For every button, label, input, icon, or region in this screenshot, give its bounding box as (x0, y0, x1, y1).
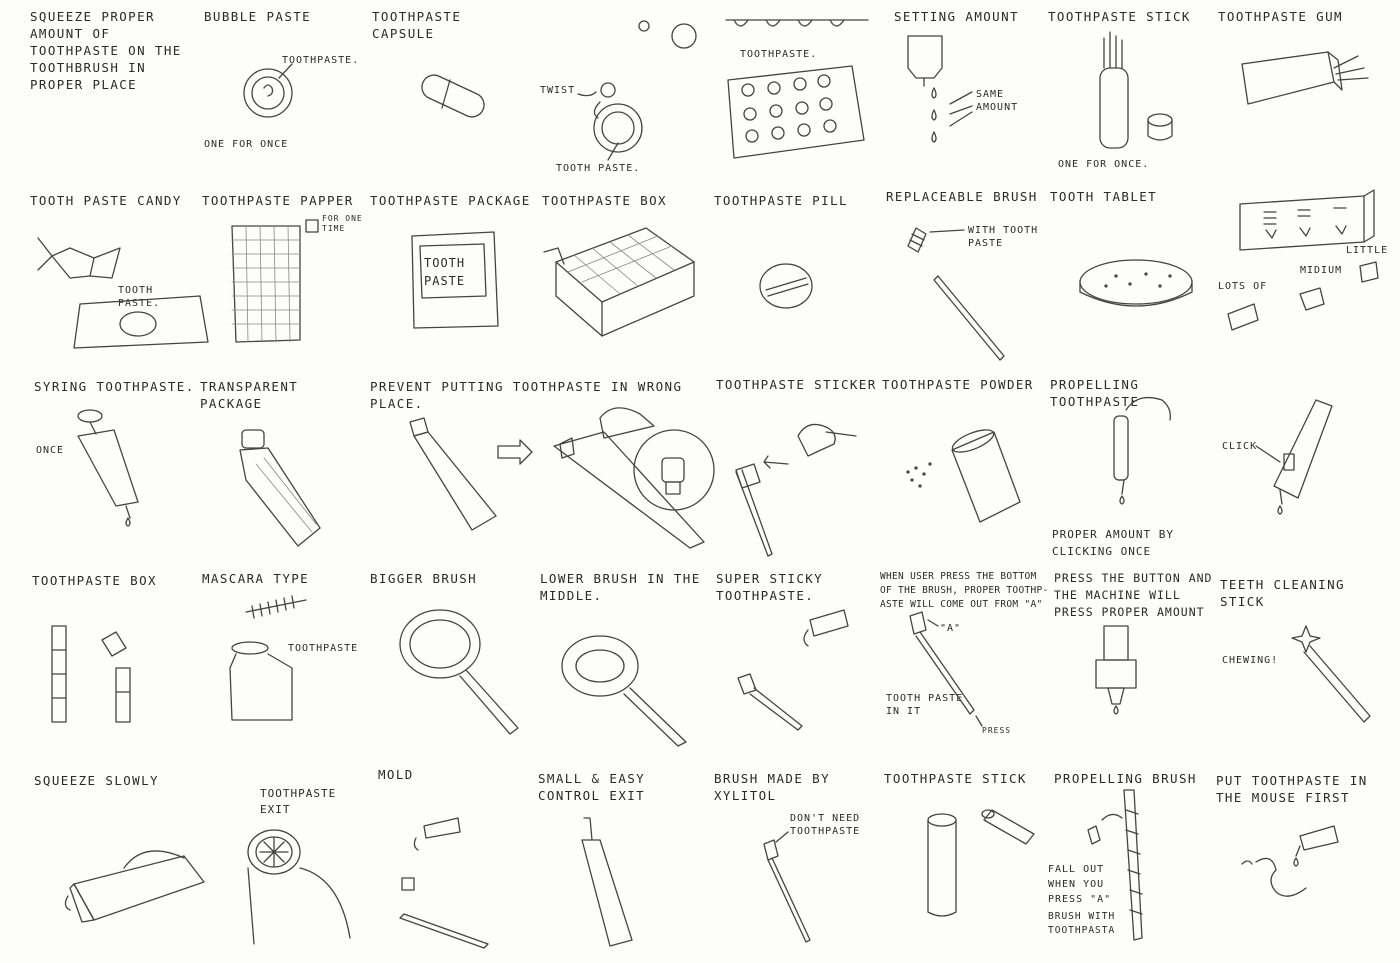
capsule-sketch (372, 8, 542, 193)
idea-title: TRANSPARENT PACKAGE (200, 379, 299, 411)
note-label: CLICK (1222, 441, 1258, 452)
idea-title: TOOTHPASTE PILL (714, 193, 848, 208)
idea-title: REPLACEABLE BRUSH (886, 189, 1038, 204)
idea-toothpaste-sticker (716, 376, 886, 561)
note-label: PROPER AMOUNT BY CLICKING ONCE (1052, 528, 1174, 558)
exit-cap-sketch (204, 772, 374, 957)
idea-title: PRESS THE BUTTON AND THE MACHINE WILL PRESS PROPER AMOUNT (1054, 571, 1213, 619)
idea-title: TOOTHPASTE PAPPER (202, 193, 354, 208)
idea-title: TEETH CLEANING STICK (1220, 577, 1345, 609)
idea-title: TOOTHPASTE CAPSULE (372, 9, 462, 41)
note-label: WITH TOOTH PASTE (968, 225, 1039, 249)
cleaning-stick-sketch (1220, 576, 1390, 761)
idea-wrong-place-detail (544, 398, 714, 583)
press-brush-sketch (880, 570, 1050, 755)
idea-mold (378, 766, 548, 951)
idea-small-easy-exit (538, 770, 708, 955)
idea-title: SMALL & EASY CONTROL EXIT (538, 771, 646, 803)
note-label: TWIST (540, 85, 576, 96)
note-label: BRUSH WITH TOOTHPASTA (1048, 911, 1116, 936)
note-label: DON'T NEED TOOTHPASTE (790, 813, 861, 837)
note-label: TOOTH PASTE. (118, 285, 161, 309)
big-brush-sketch (370, 570, 540, 755)
machine-sketch (1214, 186, 1384, 371)
candy-sketch (30, 192, 200, 377)
note-label: PRESS (982, 726, 1012, 735)
idea-title: SUPER STICKY TOOTHPASTE. (716, 571, 824, 603)
idea-title: TOOTHPASTE STICK (884, 771, 1027, 786)
idea-title: BUBBLE PASTE (204, 9, 312, 24)
mascara-sketch (202, 570, 372, 755)
tube-and-arrow-sketch (370, 378, 540, 563)
paper-sheet-sketch (202, 192, 372, 377)
idea-toothpaste-candy (30, 192, 200, 377)
package-sketch (370, 192, 540, 377)
note-label: ONE FOR ONCE (204, 139, 289, 150)
idea-title: SYRING TOOTHPASTE. (34, 379, 195, 394)
narrow-exit-sketch (538, 770, 708, 955)
note-label: TOOTH PASTE. (556, 163, 641, 174)
syringe-sketch (34, 378, 204, 563)
click-dispenser-sketch (1220, 376, 1390, 561)
idea-mascara-type (202, 570, 372, 755)
idea-tooth-tablet (1050, 188, 1220, 373)
idea-title: TOOTH PASTE CANDY (30, 193, 182, 208)
idea-propelling-toothpaste (1050, 376, 1220, 561)
sticky-tube-sketch (716, 570, 886, 755)
idea-title: PROPELLING BRUSH (1054, 771, 1197, 786)
idea-twist-ring (538, 8, 708, 193)
idea-toothpaste-box-2 (32, 572, 202, 757)
idea-bubble-paste (204, 8, 374, 193)
idea-squeeze-proper (30, 8, 200, 193)
idea-title: PUT TOOTHPASTE IN THE MOUSE FIRST (1216, 773, 1368, 805)
idea-title: MOLD (378, 767, 414, 782)
idea-title: TOOTHPASTE STICK (1048, 9, 1191, 24)
grid-box-sketch (542, 192, 712, 377)
idea-title: TOOTHPASTE BOX (32, 573, 157, 588)
idea-toothpaste-capsule (372, 8, 542, 193)
mold-sketch (378, 766, 548, 951)
note-label: ONCE (36, 445, 65, 456)
idea-click-dispenser (1220, 376, 1390, 561)
idea-press-button-machine (1054, 570, 1224, 755)
squeeze-tube-sketch (34, 772, 204, 957)
note-label: TOOTH PASTE (424, 256, 466, 288)
propelling-brush-sketch (1054, 770, 1224, 955)
pill-sketch (714, 192, 884, 377)
idea-title: TOOTHPASTE BOX (542, 193, 667, 208)
idea-title: LOWER BRUSH IN THE MIDDLE. (540, 571, 701, 603)
idea-title: TOOTH TABLET (1050, 189, 1158, 204)
idea-prevent-wrong-place (370, 378, 683, 563)
idea-title: PROPELLING TOOTHPASTE (1050, 377, 1140, 409)
tablet-sketch (1050, 188, 1220, 373)
note-label: SAME AMOUNT (976, 89, 1019, 113)
brush-head-sketch (886, 188, 1056, 373)
sticker-sketch (716, 376, 886, 561)
idea-propelling-brush (1048, 770, 1224, 955)
idea-super-sticky (716, 570, 886, 755)
idea-xylitol-brush (714, 770, 884, 955)
bubble-sketch (204, 8, 374, 193)
twist-ring-sketch (538, 8, 708, 193)
idea-syring-toothpaste (34, 378, 204, 563)
gum-sketch (1218, 8, 1388, 193)
brush-cap-sketch (544, 398, 714, 583)
idea-setting-amount (894, 8, 1064, 193)
idea-amount-machine (1214, 186, 1389, 371)
idea-title: TOOTHPASTE STICKER (716, 377, 877, 392)
bottle-sketch (200, 378, 370, 563)
mouth-sketch (1216, 772, 1386, 957)
idea-bigger-brush (370, 570, 540, 755)
lower-brush-sketch (540, 570, 710, 755)
idea-title: BRUSH MADE BY XYLITOL (714, 771, 831, 803)
idea-title: TOOTHPASTE POWDER (882, 377, 1034, 392)
segmented-stick-sketch (32, 572, 202, 757)
idea-blister-pack (716, 8, 886, 193)
xylitol-brush-sketch (714, 770, 884, 955)
dispenser-sketch (894, 8, 1064, 193)
note-label: TOOTHPASTE EXIT (260, 787, 337, 816)
note-label: "A" (940, 623, 962, 634)
idea-title: TOOTHPASTE PACKAGE (370, 193, 531, 208)
idea-title: MASCARA TYPE (202, 571, 310, 586)
idea-toothpaste-powder (882, 376, 1052, 561)
idea-title: WHEN USER PRESS THE BOTTOM OF THE BRUSH, PROPER TOOTHP-ASTE WILL COME OUT FROM "A" (880, 571, 1049, 610)
idea-toothpaste-box (542, 192, 712, 377)
press-machine-sketch (1054, 570, 1224, 755)
note-label: FOR ONE TIME (322, 214, 363, 233)
idea-transparent-package (200, 378, 370, 563)
idea-toothpaste-pill (714, 192, 884, 377)
idea-toothpaste-stick-2 (884, 770, 1054, 955)
note-label: LOTS OF (1218, 281, 1268, 292)
note-label: TOOTH PASTE IN IT (886, 693, 964, 717)
idea-replaceable-brush (886, 188, 1056, 373)
note-label: TOOTHPASTE. (740, 49, 818, 60)
note-label: CHEWING! (1222, 655, 1279, 666)
shaker-sketch (882, 376, 1052, 561)
idea-title: BIGGER BRUSH (370, 571, 478, 586)
idea-toothpaste-papper (202, 192, 372, 377)
idea-toothpaste-exit (204, 772, 374, 957)
idea-toothpaste-stick (1048, 8, 1218, 193)
cylinder-stick-sketch (884, 770, 1054, 955)
idea-title: PREVENT PUTTING TOOTHPASTE IN WRONG PLACE. (370, 379, 683, 411)
note-label: LITTLE (1346, 245, 1389, 256)
idea-toothpaste-gum (1218, 8, 1388, 193)
idea-toothpaste-package (370, 192, 540, 377)
stick-sketch (1048, 8, 1218, 193)
idea-put-toothpaste-mouse (1216, 772, 1386, 957)
idea-lower-brush (540, 570, 710, 755)
idea-teeth-cleaning-stick (1220, 576, 1390, 761)
idea-title: SQUEEZE SLOWLY (34, 773, 159, 788)
click-pen-sketch (1050, 376, 1220, 561)
idea-press-bottom-brush (880, 570, 1050, 755)
note-label: MIDIUM (1300, 265, 1343, 276)
idea-title: SQUEEZE PROPER AMOUNT OF TOOTHPASTE ON THE TOOTHBRUSH IN PROPER PLACE (30, 9, 182, 92)
idea-squeeze-slowly (34, 772, 204, 957)
idea-title: SETTING AMOUNT (894, 9, 1019, 24)
note-label: TOOTHPASTE. (282, 55, 360, 66)
note-label: ONE FOR ONCE. (1058, 159, 1150, 170)
idea-title: TOOTHPASTE GUM (1218, 9, 1343, 24)
note-label: TOOTHPASTE (288, 643, 359, 654)
blister-pack-sketch (716, 8, 886, 193)
note-label: FALL OUT WHEN YOU PRESS "A" (1048, 864, 1112, 905)
